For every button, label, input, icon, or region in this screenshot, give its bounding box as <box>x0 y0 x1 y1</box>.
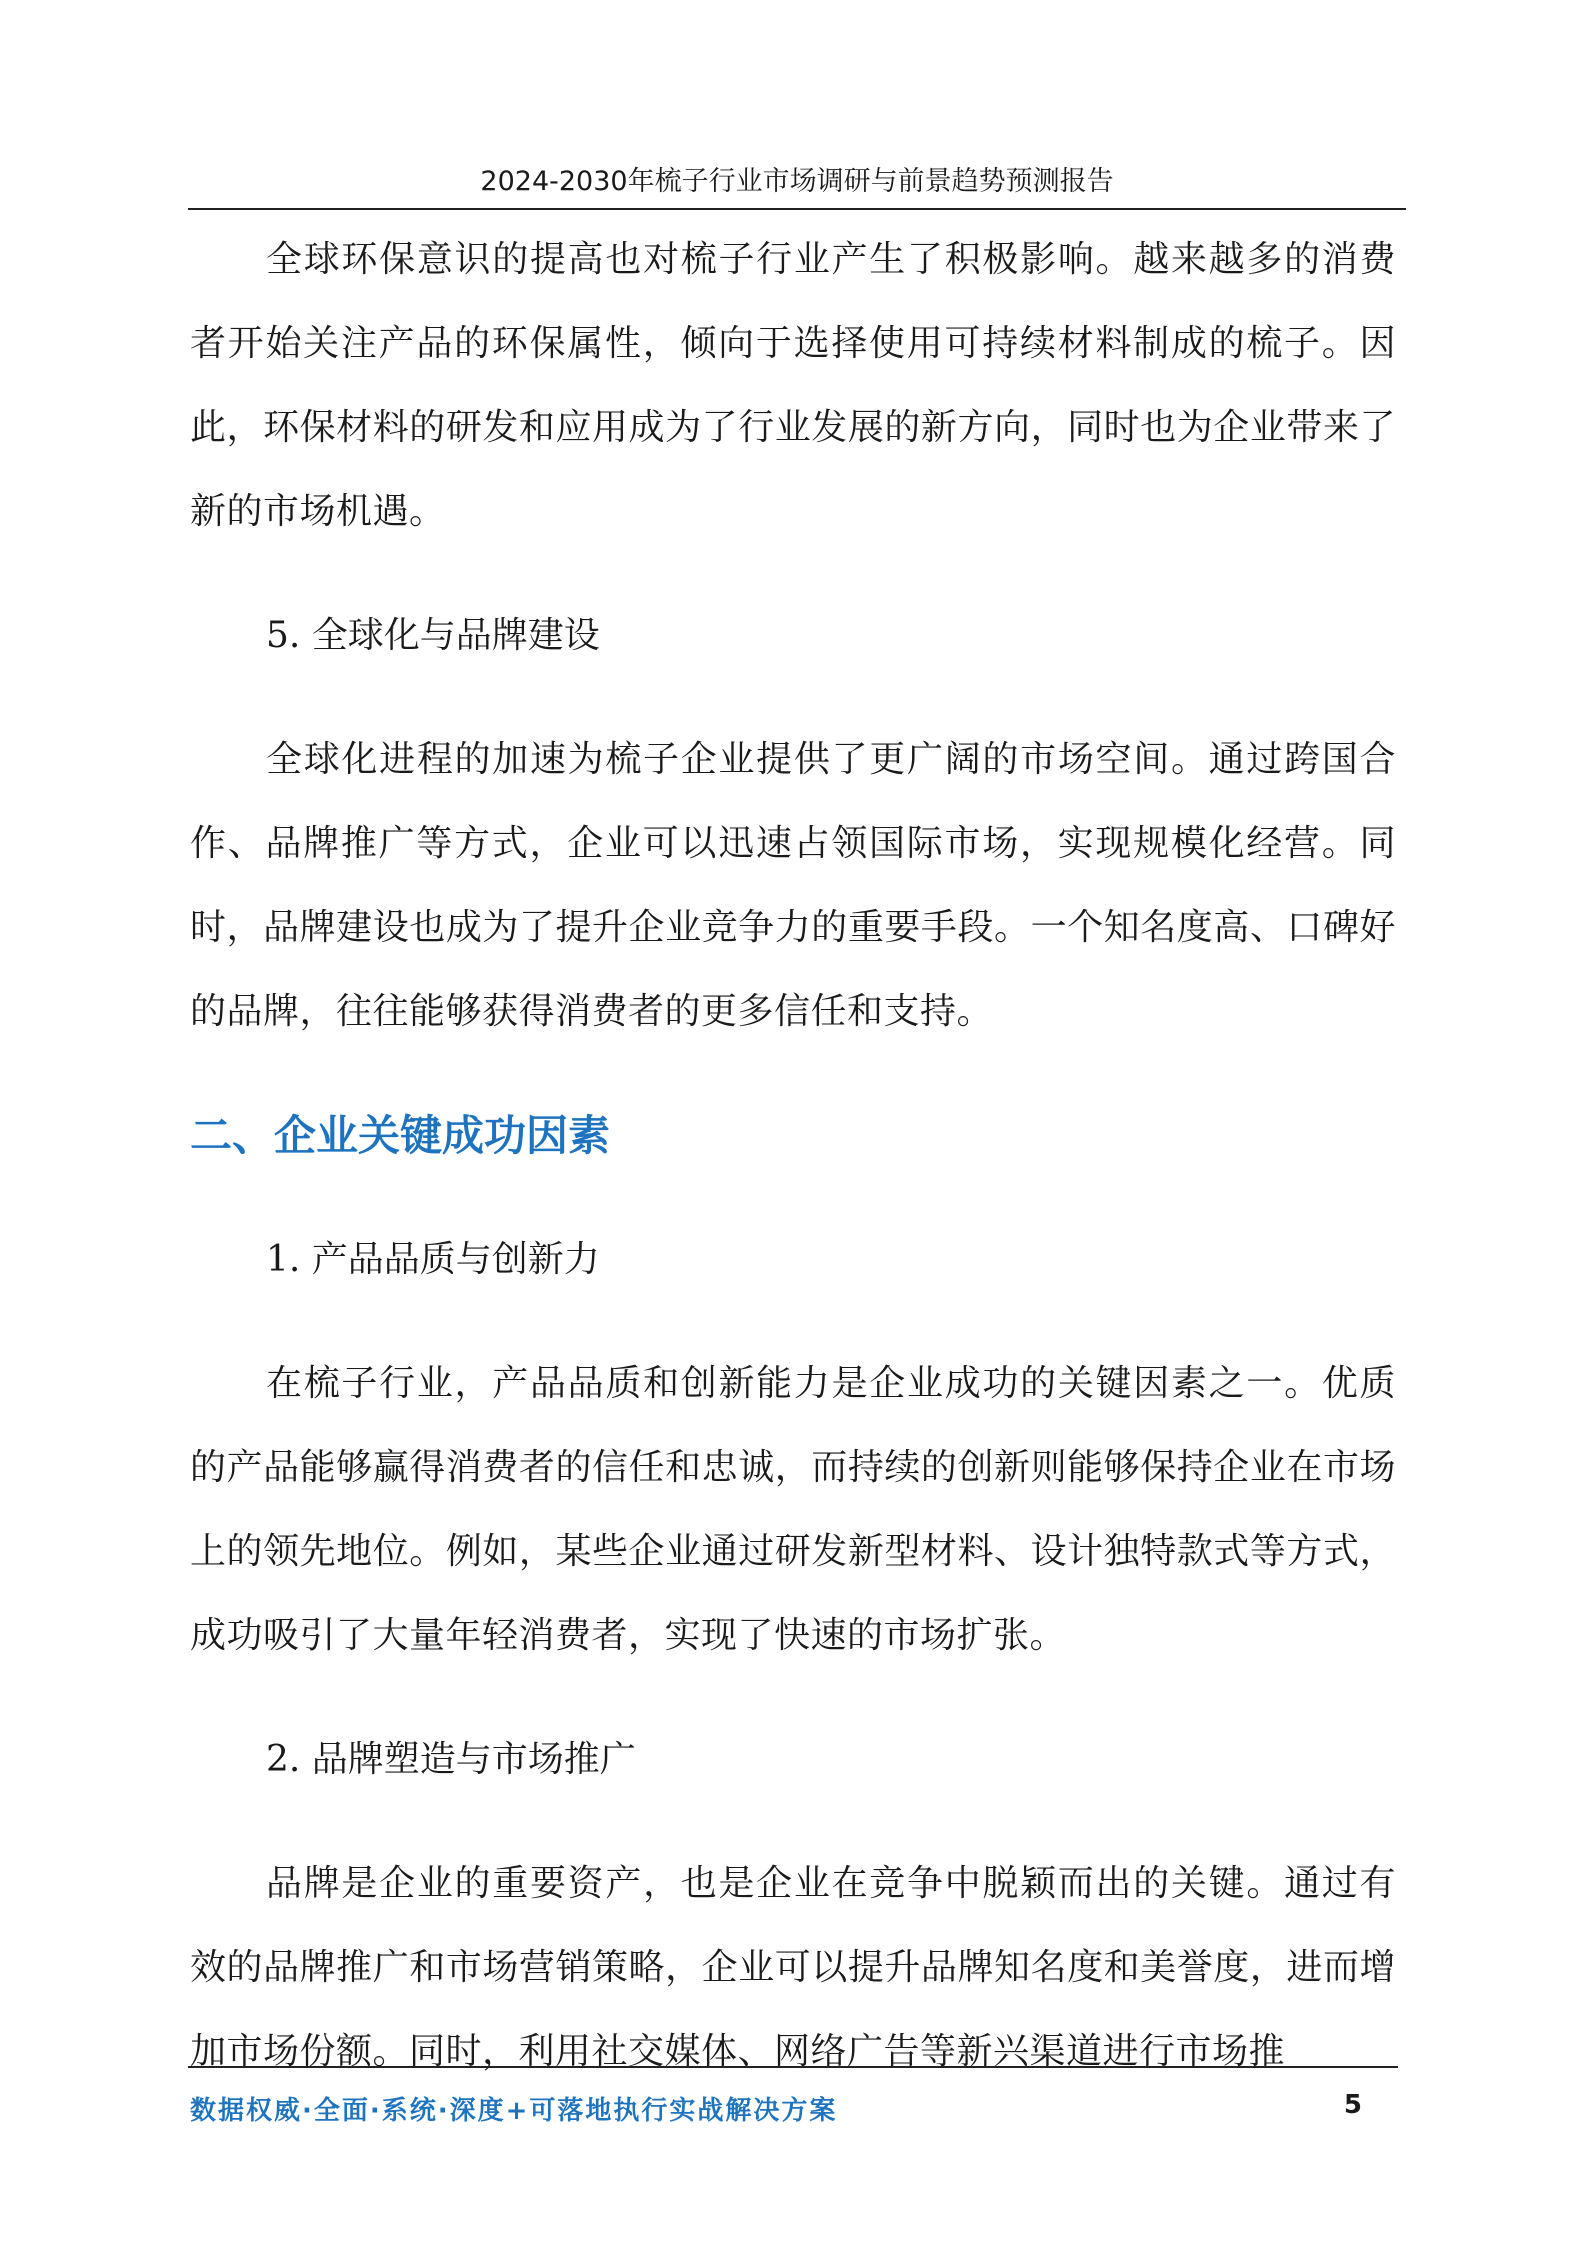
page-header <box>188 162 1406 210</box>
paragraph-product-quality: 在梳子行业，产品品质和创新能力是企业成功的关键因素之一。优质的产品能够赢得消费者的信任和忠诚，而持续的创新则能够保持企业在市场上的领先地位。例如，某些企业通过研发新型材料、设计独特款式等方式，成功吸引了大量年轻消费者，实现了快速的市场扩张。 <box>190 1363 1396 1656</box>
report-title: 2024-2030年梳子行业市场调研与前景趋势预测报告 <box>480 166 1114 197</box>
subheading-product-quality: 1. 产品品质与创新力 <box>266 1239 600 1280</box>
page-content <box>190 218 1396 2094</box>
section-heading-success-factors: 二、企业关键成功因素 <box>190 1111 611 1160</box>
paragraph-globalization: 全球化进程的加速为梳子企业提供了更广阔的市场空间。通过跨国合作、品牌推广等方式，企业可以迅速占领国际市场，实现规模化经营。同时，品牌建设也成为了提升企业竞争力的重要手段。一个知名度高、口碑好的品牌，往往能够获得消费者的更多信任和支持。 <box>190 739 1396 1032</box>
paragraph-brand-building: 品牌是企业的重要资产，也是企业在竞争中脱颖而出的关键。通过有效的品牌推广和市场营销策略，企业可以提升品牌知名度和美誉度，进而增加市场份额。同时，利用社交媒体、网络广告等新兴渠道进行市场推 <box>190 1863 1396 2072</box>
subheading-brand-building: 2. 品牌塑造与市场推广 <box>266 1739 636 1780</box>
paragraph-environmental: 全球环保意识的提高也对梳子行业产生了积极影响。越来越多的消费者开始关注产品的环保属性，倾向于选择使用可持续材料制成的梳子。因此，环保材料的研发和应用成为了行业发展的新方向，同时也为企业带来了新的市场机遇。 <box>190 239 1396 532</box>
page-footer <box>188 2066 1398 2128</box>
subheading-globalization: 5. 全球化与品牌建设 <box>266 615 600 656</box>
page-number: 5 <box>1343 2090 1362 2120</box>
footer-tagline: 数据权威·全面·系统·深度+可落地执行实战解决方案 <box>190 2096 838 2126</box>
